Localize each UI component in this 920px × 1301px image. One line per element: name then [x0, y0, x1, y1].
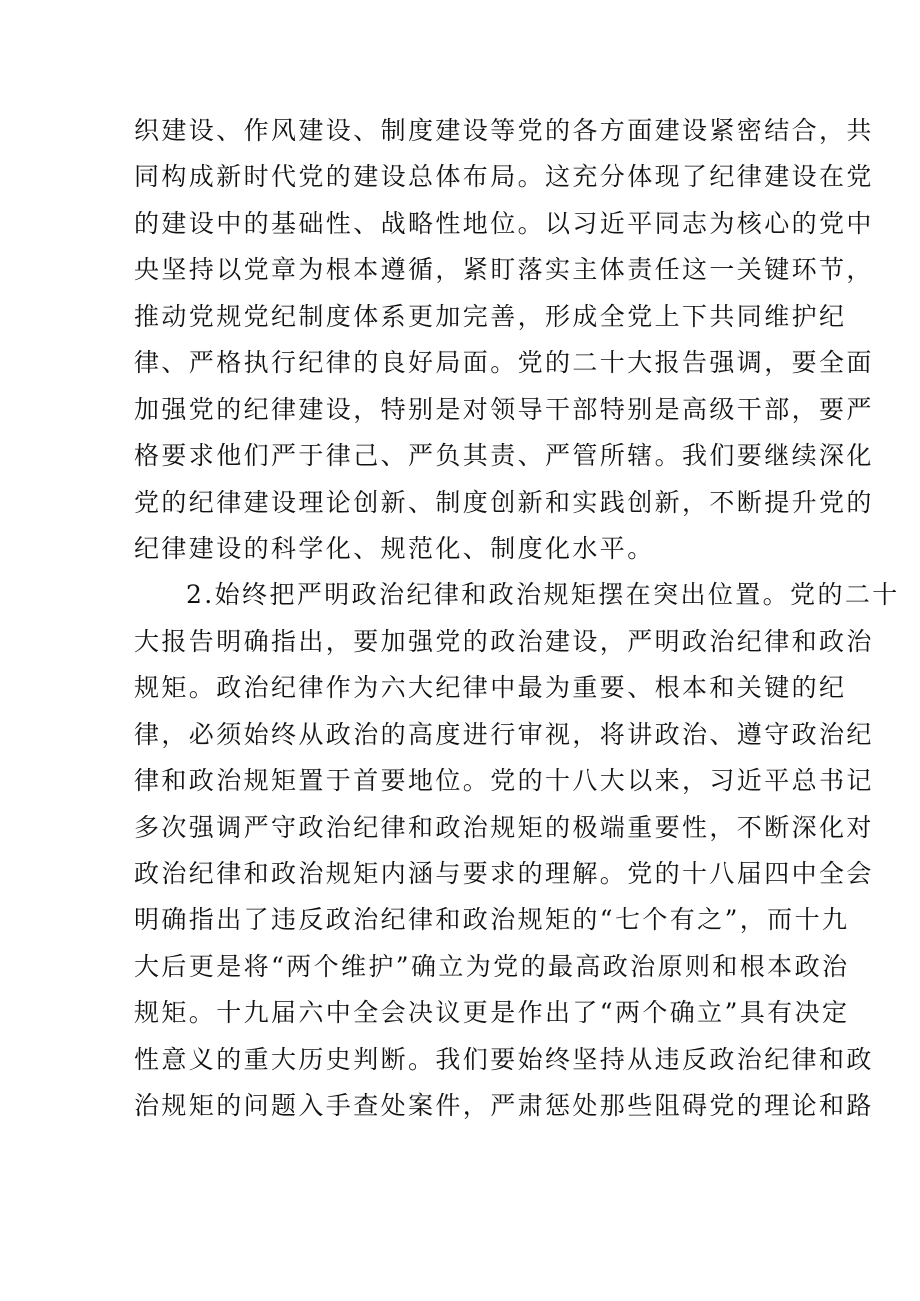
- text-line: 同构成新时代党的建设总体布局。这充分体现了纪律建设在党: [134, 162, 874, 192]
- paragraph-start-line: 2.始终把严明政治纪律和政治规矩摆在突出位置。党的二十: [186, 580, 900, 610]
- body-text: [134, 108, 900, 1130]
- text-line: 大后更是将“两个维护”确立为党的最高政治原则和根本政治: [134, 951, 850, 981]
- text-line: 律、严格执行纪律的良好局面。党的二十大报告强调，要全面: [134, 348, 874, 378]
- text-line: 政治纪律和政治规矩内涵与要求的理解。党的十八届四中全会: [134, 859, 874, 888]
- text-line: 织建设、作风建设、制度建设等党的各方面建设紧密结合，共: [134, 116, 874, 145]
- text-line: 推动党规党纪制度体系更加完善，形成全党上下共同维护纪: [134, 301, 847, 331]
- text-line: 性意义的重大历史判断。我们要始终坚持从违反政治纪律和政: [134, 1044, 874, 1074]
- text-line: 格要求他们严于律己、严负其责、严管所辖。我们要继续深化: [134, 441, 874, 471]
- text-line: 党的纪律建设理论创新、制度创新和实践创新，不断提升党的: [134, 487, 874, 517]
- text-line: 规矩。十九届六中全会决议更是作出了“两个确立”具有决定: [134, 998, 850, 1028]
- text-line: 纪律建设的科学化、规范化、制度化水平。: [134, 533, 655, 563]
- text-line: 加强党的纪律建设，特别是对领导干部特别是高级干部，要严: [134, 394, 874, 424]
- text-line: 大报告明确指出，要加强党的政治建设，严明政治纪律和政治: [134, 626, 874, 656]
- text-line: 多次强调严守政治纪律和政治规矩的极端重要性，不断深化对: [134, 812, 874, 842]
- text-line: 的建设中的基础性、战略性地位。以习近平同志为核心的党中: [134, 208, 874, 238]
- text-line: 规矩。政治纪律作为六大纪律中最为重要、根本和关键的纪: [134, 673, 847, 703]
- text-line: 治规矩的问题入手查处案件，严肃惩处那些阻碍党的理论和路: [134, 1091, 874, 1121]
- text-line: 律和政治规矩置于首要地位。党的十八大以来，习近平总书记: [134, 766, 874, 796]
- text-line: 律，必须始终从政治的高度进行审视，将讲政治、遵守政治纪: [134, 719, 874, 749]
- text-line: 明确指出了违反政治纪律和政治规矩的“七个有之”，而十九: [134, 905, 850, 935]
- text-line: 央坚持以党章为根本遵循，紧盯落实主体责任这一关键环节，: [134, 255, 874, 285]
